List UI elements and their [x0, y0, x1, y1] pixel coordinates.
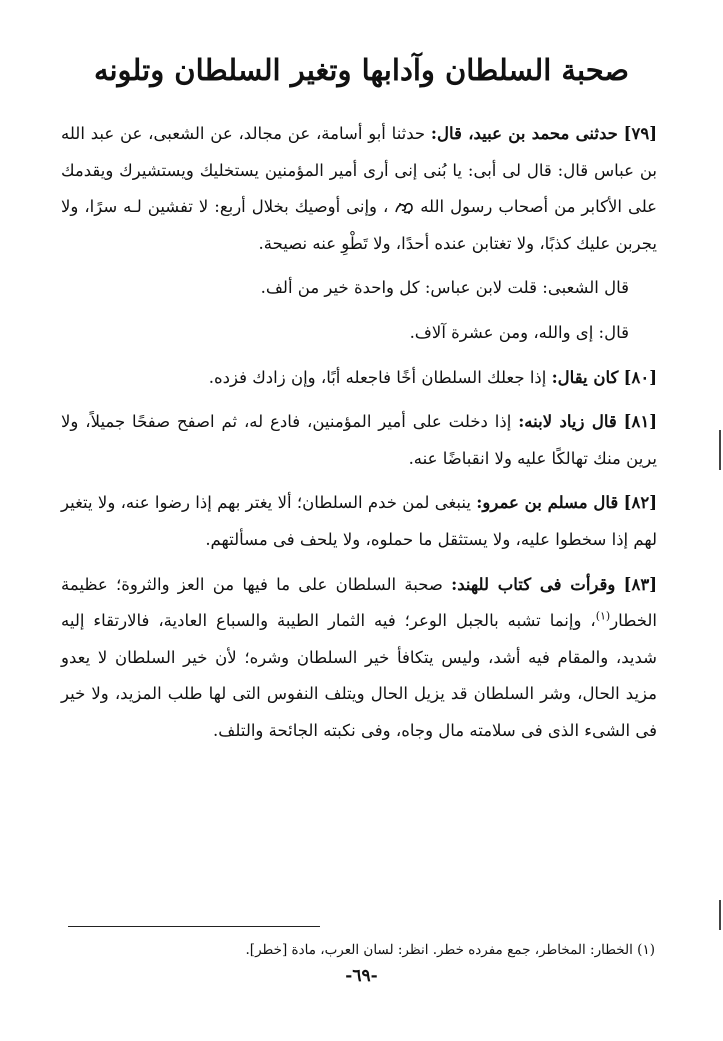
paragraph-text-continued: ، وإنما تشبه بالجبل الوعر؛ فيه الثمار الطيبة والسباع العادية، فالارتقاء إليه شديد، والمقام فيه أشد، وليس يتكافأ خير السلطان وشره؛ لأن خير السلطان لا يعدو مزيد الحال، وشر السلطان قد يزيل الحال ويتلف النفوس التى لها طلب المزيد، ولا خير فى الشىء الذى فى سلامته مال وجاه، وفى نكبته الجائحة والتلف. — [61, 611, 657, 740]
paragraph-text: قال: إى والله، ومن عشرة آلاف. — [409, 322, 629, 342]
paragraph-lead: قال زياد لابنه: — [518, 412, 617, 432]
scan-edge-mark — [719, 900, 721, 930]
paragraph-lead: حدثنى محمد بن عبيد، قال: — [430, 124, 618, 143]
page-title: صحبة السلطان وآدابها وتغير السلطان وتلونه — [93, 53, 630, 87]
footnote: (١) الخطار: المخاطر، جمع مفرده خطر. انظر: لسان العرب، مادة [خطر]. — [245, 942, 655, 958]
paragraph-text: صحبة السلطان على ما فيها من العز والثروة؛ عظيمة الخطار — [61, 574, 657, 631]
paragraph-text: إذا دخلت على أمير المؤمنين، فادع له، ثم اصفح صفحًا جميلاً، ولا يرين منك تهالكًا عليه ولا انقباضًا عنه. — [61, 412, 657, 468]
paragraph-lead: وقرأت فى كتاب للهند: — [451, 574, 616, 594]
footnote-divider — [68, 926, 320, 927]
salutation-ligature-icon — [394, 200, 414, 216]
paragraph-80 — [61, 360, 657, 397]
paragraph-text: حدثنا أبو أسامة، عن مجالد، عن الشعبى، عن عبد الله بن عباس قال: قال لى أبى: يا بُنى إنى أرى أمير المؤمنين يستخليك ويستشيرك ويقدمك على الأكابر من أصحاب رسول الله — [61, 124, 658, 217]
paragraph-number: [٨٣] — [623, 574, 658, 594]
paragraph-83 — [61, 567, 657, 750]
paragraph-lead: قال مسلم بن عمرو: — [476, 493, 619, 513]
paragraph-number: [٨١] — [623, 412, 658, 432]
paragraph-81 — [61, 404, 657, 477]
paragraph-82 — [61, 485, 657, 558]
paragraph-text: قال الشعبى: قلت لابن عباس: كل واحدة خير من ألف. — [260, 278, 629, 298]
footnote-reference[interactable]: (١) — [595, 609, 611, 623]
paragraph-shabi-question — [61, 270, 657, 307]
paragraph-text-continued: ، وإنى أوصيك بخلال أربع: لا تفشين لـه سرًا، ولا يجربن عليك كذبًا، ولا تغتابن عنده أحدًا، ولا تَطْوِ عنه نصيحة. — [61, 197, 657, 253]
paragraph-number: [٧٩] — [623, 124, 657, 143]
paragraph-text: ينبغى لمن خدم السلطان؛ ألا يغتر بهم إذا رضوا عنه، ولا يتغير لهم إذا سخطوا عليه، ولا يستثقل ما حملوه، ولا يلحف فى مسألتهم. — [61, 493, 657, 549]
paragraph-ibn-abbas-reply — [61, 315, 657, 352]
main-text — [61, 116, 657, 758]
paragraph-79 — [61, 116, 657, 262]
paragraph-number: [٨٠] — [623, 367, 657, 387]
scan-edge-mark — [719, 430, 721, 470]
page-number: -٦٩- — [345, 966, 378, 986]
paragraph-text: إذا جعلك السلطان أخًا فاجعله أبًا، وإن زادك فزده. — [208, 367, 547, 387]
paragraph-number: [٨٢] — [623, 493, 657, 513]
paragraph-lead: كان يقال: — [551, 367, 619, 387]
